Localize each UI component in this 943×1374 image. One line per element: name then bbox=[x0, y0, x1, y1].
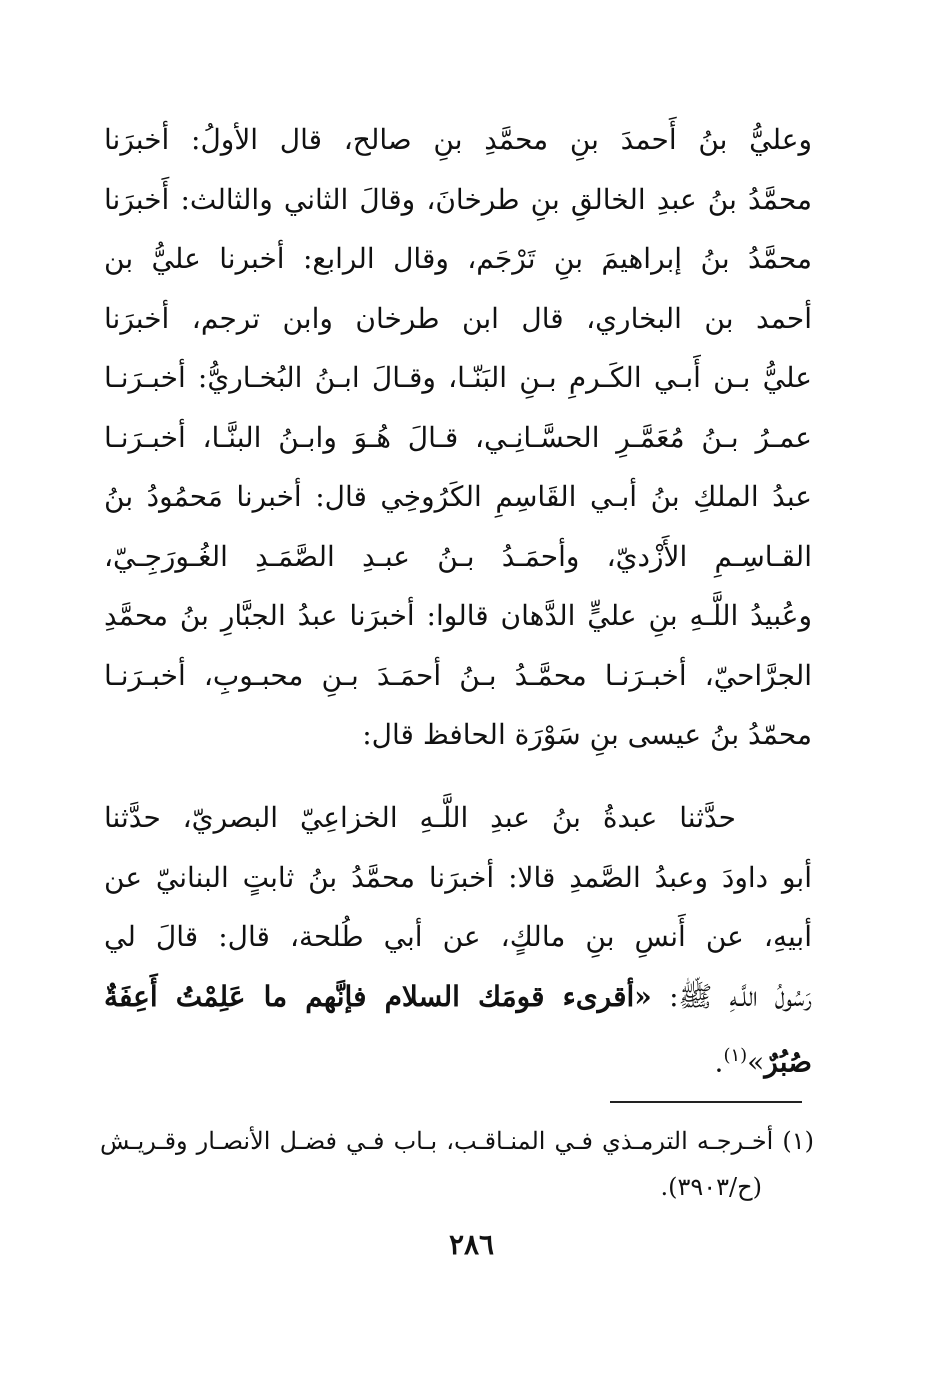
text-line: أبو داودَ وعبدُ الصَّمدِ قالا: أخبرَنا محمَّدُ بنُ ثابتٍ البنانيّ عن bbox=[104, 860, 812, 894]
footnote-separator bbox=[610, 1101, 802, 1103]
footnote bbox=[100, 1118, 814, 1210]
text-line: عمـرُ بـنُ مُعَمَّـرِ الحسَّـانِـي، قـالَ هُـوَ وابـنُ البنَّـا، أخبـرَنـا bbox=[104, 420, 812, 454]
page-number: ٢٨٦ bbox=[448, 1228, 495, 1261]
text-segment: رَسُولُ اللَّـهِ ﷺ: bbox=[651, 979, 812, 1013]
text-line: أبيهِ، عن أَنسِ بنِ مالكٍ، عن أبي طُلحة، قال: قالَ لي bbox=[104, 920, 812, 953]
text-line: وعليُّ بنُ أَحمدَ بنِ محمَّدِ بنِ صالح، قال الأولُ: أخبرَنا bbox=[104, 123, 812, 156]
text-line bbox=[104, 1026, 812, 1086]
text-line: القـاسِـمِ الأَزْديّ، وأحمَـدُ بـنُ عبـدِ الصَّمَـدِ الغُـورَجِـيّ، bbox=[104, 539, 812, 573]
footnote-line: (١) أخـرجـه الترمـذي فـي المنـاقـب، بـاب فـي فضـل الأنصـار وقـريـش bbox=[100, 1127, 814, 1155]
quote-mark: » bbox=[747, 1045, 765, 1079]
text-line: وعُبيدُ اللَّـهِ بنِ عليٍّ الدَّهان قالوا: أخبرَنا عبدُ الجبَّارِ بنُ محمَّدِ bbox=[104, 599, 812, 632]
text-line: محمَّدُ بنُ عبدِ الخالقِ بنِ طرخانَ، وقالَ الثاني والثالث: أَخبرَنا bbox=[104, 182, 812, 216]
text-line: أحمد بن البخاري، قال ابن طرخان وابن ترجم، أخبرَنا bbox=[104, 301, 812, 335]
text-line bbox=[104, 967, 812, 1027]
text-line: محمَّدُ بنُ إبراهيمَ بنِ تَرْجَم، وقال الرابع: أخبرنا عليُّ بن bbox=[104, 242, 812, 275]
paragraph-hadith bbox=[104, 788, 812, 1086]
text-line: عبدُ الملكِ بنُ أبـي القَاسِمِ الكَرُوخِي قال: أخبرنا مَحمُودُ بنُ bbox=[104, 480, 812, 513]
paragraph-isnad bbox=[104, 110, 812, 765]
footnote-line: (ح/٣٩٠٣). bbox=[660, 1173, 762, 1201]
text-line: محمّدُ بنُ عيسى بنِ سَوْرَة الحافظ قال: bbox=[362, 718, 812, 751]
text-line: عليُّ بـن أَبـي الكَـرمِ بـنِ البَنّـا، وقـالَ ابـنُ البُخـاريُّ: أخبـرَنـا bbox=[104, 361, 813, 394]
hadith-text: صُبُرٌ bbox=[764, 1045, 812, 1079]
text-line: الجرَّاحيّ، أخبـرَنـا محمَّـدُ بـنُ أحمَـدَ بـنِ محبـوبِ، أخبـرَنـا bbox=[104, 658, 812, 692]
text-line: حدَّثنا عبدةُ بنُ عبدِ اللَّـهِ الخزاعِيّ البصريّ، حدَّثنا bbox=[104, 801, 736, 834]
period: . bbox=[714, 1045, 724, 1079]
hadith-text: «أقرىء قومَك السلام فإنَّهم ما عَلِمْتُ أَعِفَةٌ bbox=[104, 979, 652, 1013]
footnote-ref: (١) bbox=[723, 1045, 748, 1066]
